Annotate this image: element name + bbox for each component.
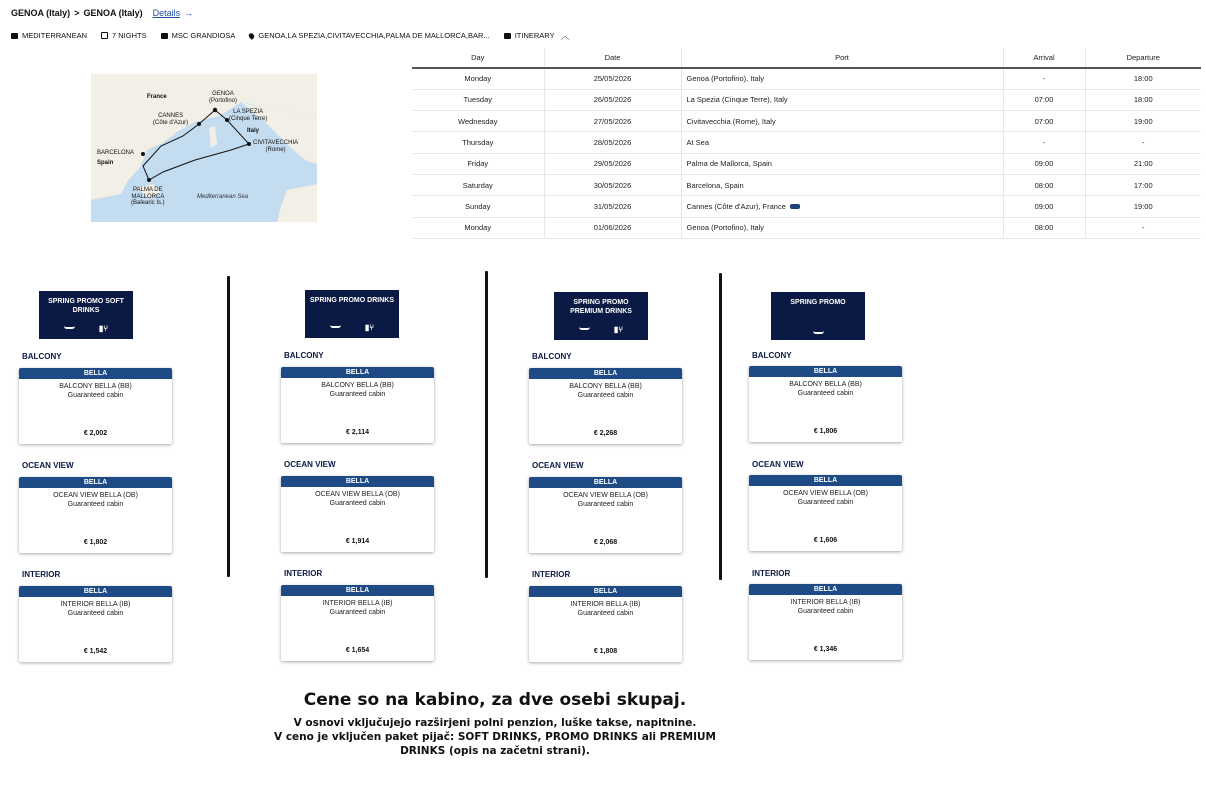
cabin-price: € 1,802	[83, 539, 108, 546]
cabin-price: € 2,002	[83, 430, 108, 437]
ship-icon	[161, 33, 168, 39]
itinerary-label: ITINERARY	[514, 31, 555, 40]
origin-port: GENOA (Italy)	[11, 8, 71, 18]
promo-title: SPRING PROMO DRINKS	[309, 297, 394, 304]
map-icon	[504, 33, 511, 39]
pricing-note-title: Cene so na kabino, za dve osebi skupaj.	[303, 690, 687, 710]
cabin-class-bar: BELLA	[281, 367, 434, 378]
drinks-icon: ▮⑂	[364, 323, 375, 332]
map-label-laspezia: LA SPEZIA (Cinque Terre)	[229, 109, 268, 122]
cabin-note: Guaranteed cabin	[67, 501, 124, 508]
cabin-name: BALCONY BELLA (BB)	[321, 382, 394, 389]
pricing-note	[240, 690, 750, 758]
cabin-class-bar: BELLA	[749, 366, 902, 377]
cabin-class-bar: BELLA	[529, 586, 682, 597]
cabin-class-bar: BELLA	[281, 585, 434, 596]
pricing-note-line: V osnovi vključujejo razširjeni polni penzion, luške takse, napitnine.	[293, 717, 697, 729]
category-interior: INTERIOR	[284, 569, 323, 578]
route-map	[91, 74, 317, 222]
cabin-card-ocean-view[interactable]	[529, 477, 682, 553]
cabin-name: OCEAN VIEW BELLA (OB)	[563, 492, 648, 499]
itinerary-toggle[interactable]	[504, 29, 570, 42]
table-row: Friday 29/05/2026 Palma de Mallorca, Spain 09:00 21:00	[412, 153, 1201, 174]
cabin-card-interior[interactable]	[19, 586, 172, 662]
cabin-name: OCEAN VIEW BELLA (OB)	[783, 490, 868, 497]
cabin-card-interior[interactable]	[281, 585, 434, 661]
map-label-barcelona: BARCELONA	[97, 150, 135, 156]
cabin-class-bar: BELLA	[281, 476, 434, 487]
promo-badge[interactable]	[305, 290, 399, 338]
cabin-name: INTERIOR BELLA (IB)	[322, 600, 393, 607]
category-balcony: BALCONY	[22, 352, 62, 361]
map-label-italy: Italy	[247, 128, 260, 134]
table-row: Tuesday 26/05/2026 La Spezia (Cinque Terre), Italy 07:00 18:00	[412, 89, 1201, 110]
category-ocean-view: OCEAN VIEW	[752, 460, 804, 469]
cabin-price: € 1,654	[345, 647, 370, 654]
details-link[interactable]: Details	[152, 8, 181, 18]
category-balcony: BALCONY	[752, 351, 792, 360]
cabin-class-bar: BELLA	[19, 368, 172, 379]
promo-badge[interactable]	[39, 291, 133, 339]
calendar-icon	[101, 32, 108, 39]
ship-icon	[330, 324, 341, 328]
cabin-class-bar: BELLA	[529, 477, 682, 488]
cabin-note: Guaranteed cabin	[797, 390, 854, 397]
cabin-price: € 1,808	[593, 648, 618, 655]
promo-title: SPRING PROMO PREMIUM DRINKS	[570, 299, 632, 315]
cabin-card-interior[interactable]	[749, 584, 902, 660]
category-balcony: BALCONY	[532, 352, 572, 361]
region-info	[11, 31, 87, 40]
chevron-up-icon[interactable]: ︿	[560, 31, 570, 41]
itinerary-header-row	[412, 48, 1201, 68]
map-label-palma: PALMA DE MALLORCA (Balearic Is.)	[131, 187, 165, 206]
promo-badge[interactable]	[554, 292, 648, 340]
arrow-right-icon[interactable]: →	[184, 8, 194, 18]
itinerary-table	[412, 48, 1201, 239]
map-label-france: France	[147, 94, 167, 100]
cabin-name: BALCONY BELLA (BB)	[59, 383, 132, 390]
cabin-class-bar: BELLA	[749, 584, 902, 595]
breadcrumb-separator: >	[74, 8, 80, 18]
cabin-name: INTERIOR BELLA (IB)	[60, 601, 131, 608]
cabin-class-bar: BELLA	[529, 368, 682, 379]
cabin-note: Guaranteed cabin	[67, 392, 124, 399]
col-day: Day	[412, 48, 544, 68]
table-row: Monday 01/06/2026 Genoa (Portofino), Italy 08:00 -	[412, 217, 1201, 238]
cabin-note: Guaranteed cabin	[577, 392, 634, 399]
table-row: Sunday 31/05/2026 Cannes (Côte d'Azur), France 09:00 19:00	[412, 196, 1201, 217]
table-row: Thursday 28/05/2026 At Sea - -	[412, 132, 1201, 153]
promo-title: SPRING PROMO SOFT DRINKS	[48, 298, 124, 314]
column-divider	[719, 273, 722, 580]
category-interior: INTERIOR	[752, 569, 791, 578]
cabin-card-interior[interactable]	[529, 586, 682, 662]
drinks-icon: ▮⑂	[98, 324, 109, 333]
column-divider	[485, 271, 488, 578]
map-icon	[11, 33, 18, 39]
nights-info	[101, 31, 147, 40]
ports-info	[249, 31, 489, 40]
drinks-icon: ▮⑂	[613, 325, 624, 334]
pricing-note-line: V ceno je vključen paket pijač: SOFT DRINKS, PROMO DRINKS ali PREMIUM	[274, 731, 716, 743]
shuttle-bus-icon	[790, 204, 800, 209]
pricing-note-line: DRINKS (opis na začetni strani).	[400, 745, 590, 757]
category-interior: INTERIOR	[532, 570, 571, 579]
category-ocean-view: OCEAN VIEW	[22, 461, 74, 470]
destination-port: GENOA (Italy)	[83, 8, 143, 18]
cabin-note: Guaranteed cabin	[797, 608, 854, 615]
cabin-name: BALCONY BELLA (BB)	[569, 383, 642, 390]
ship-icon	[64, 325, 75, 329]
table-row: Monday 25/05/2026 Genoa (Portofino), Italy - 18:00	[412, 68, 1201, 89]
breadcrumb	[11, 8, 193, 18]
map-label-sea: Mediterranean Sea	[197, 194, 249, 200]
promo-title: SPRING PROMO	[790, 299, 846, 306]
cabin-name: OCEAN VIEW BELLA (OB)	[315, 491, 400, 498]
cabin-class-bar: BELLA	[19, 477, 172, 488]
cabin-price: € 2,114	[346, 429, 369, 436]
ship-icon	[579, 326, 590, 330]
table-row: Saturday 30/05/2026 Barcelona, Spain 08:00 17:00	[412, 174, 1201, 195]
category-interior: INTERIOR	[22, 570, 61, 579]
cabin-note: Guaranteed cabin	[329, 609, 386, 616]
location-pin-icon	[248, 32, 256, 40]
cabin-card-balcony[interactable]	[19, 368, 172, 444]
cabin-card-ocean-view[interactable]	[749, 475, 902, 551]
cabin-name: OCEAN VIEW BELLA (OB)	[53, 492, 138, 499]
category-balcony: BALCONY	[284, 351, 324, 360]
cabin-card-balcony[interactable]	[529, 368, 682, 444]
promo-badge[interactable]	[771, 292, 865, 340]
map-label-cannes: CANNES (Côte d'Azur)	[153, 113, 189, 126]
cabin-price: € 1,606	[813, 537, 838, 544]
cabin-note: Guaranteed cabin	[329, 500, 386, 507]
cabin-class-bar: BELLA	[19, 586, 172, 597]
category-ocean-view: OCEAN VIEW	[532, 461, 584, 470]
col-departure: Departure	[1085, 48, 1201, 68]
cruise-info-bar	[11, 29, 570, 42]
col-arrival: Arrival	[1003, 48, 1085, 68]
cabin-price: € 1,806	[813, 428, 838, 435]
cabin-card-balcony[interactable]	[281, 367, 434, 443]
cabin-price: € 2,268	[593, 430, 618, 437]
map-label-spain: Spain	[97, 160, 114, 166]
cabin-price: € 1,914	[345, 538, 370, 545]
ship-icon	[813, 330, 824, 334]
cabin-card-ocean-view[interactable]	[19, 477, 172, 553]
cabin-note: Guaranteed cabin	[67, 610, 124, 617]
col-port: Port	[681, 48, 1003, 68]
ports-label: GENOA,LA SPEZIA,CIVITAVECCHIA,PALMA DE MALLORCA,BAR...	[258, 31, 490, 40]
map-label-civitavecchia: CIVITAVECCHIA (Rome)	[253, 140, 299, 153]
cabin-price: € 1,346	[813, 646, 838, 653]
column-divider	[227, 276, 230, 577]
cabin-note: Guaranteed cabin	[329, 391, 386, 398]
table-row: Wednesday 27/05/2026 Civitavecchia (Rome), Italy 07:00 19:00	[412, 111, 1201, 132]
cabin-card-balcony[interactable]	[749, 366, 902, 442]
ship-info	[161, 31, 236, 40]
cabin-name: INTERIOR BELLA (IB)	[790, 599, 861, 606]
nights-label: 7 NIGHTS	[112, 31, 147, 40]
cabin-note: Guaranteed cabin	[577, 501, 634, 508]
cabin-note: Guaranteed cabin	[797, 499, 854, 506]
cabin-class-bar: BELLA	[749, 475, 902, 486]
cabin-note: Guaranteed cabin	[577, 610, 634, 617]
cabin-name: BALCONY BELLA (BB)	[789, 381, 862, 388]
category-ocean-view: OCEAN VIEW	[284, 460, 336, 469]
cabin-name: INTERIOR BELLA (IB)	[570, 601, 641, 608]
cabin-card-ocean-view[interactable]	[281, 476, 434, 552]
cabin-price: € 2,068	[593, 539, 618, 546]
map-label-genoa: GENOA (Portofino)	[209, 91, 238, 104]
ship-label: MSC GRANDIOSA	[171, 31, 236, 40]
cabin-price: € 1,542	[83, 648, 108, 655]
col-date: Date	[544, 48, 681, 68]
region-label: MEDITERRANEAN	[22, 31, 88, 40]
